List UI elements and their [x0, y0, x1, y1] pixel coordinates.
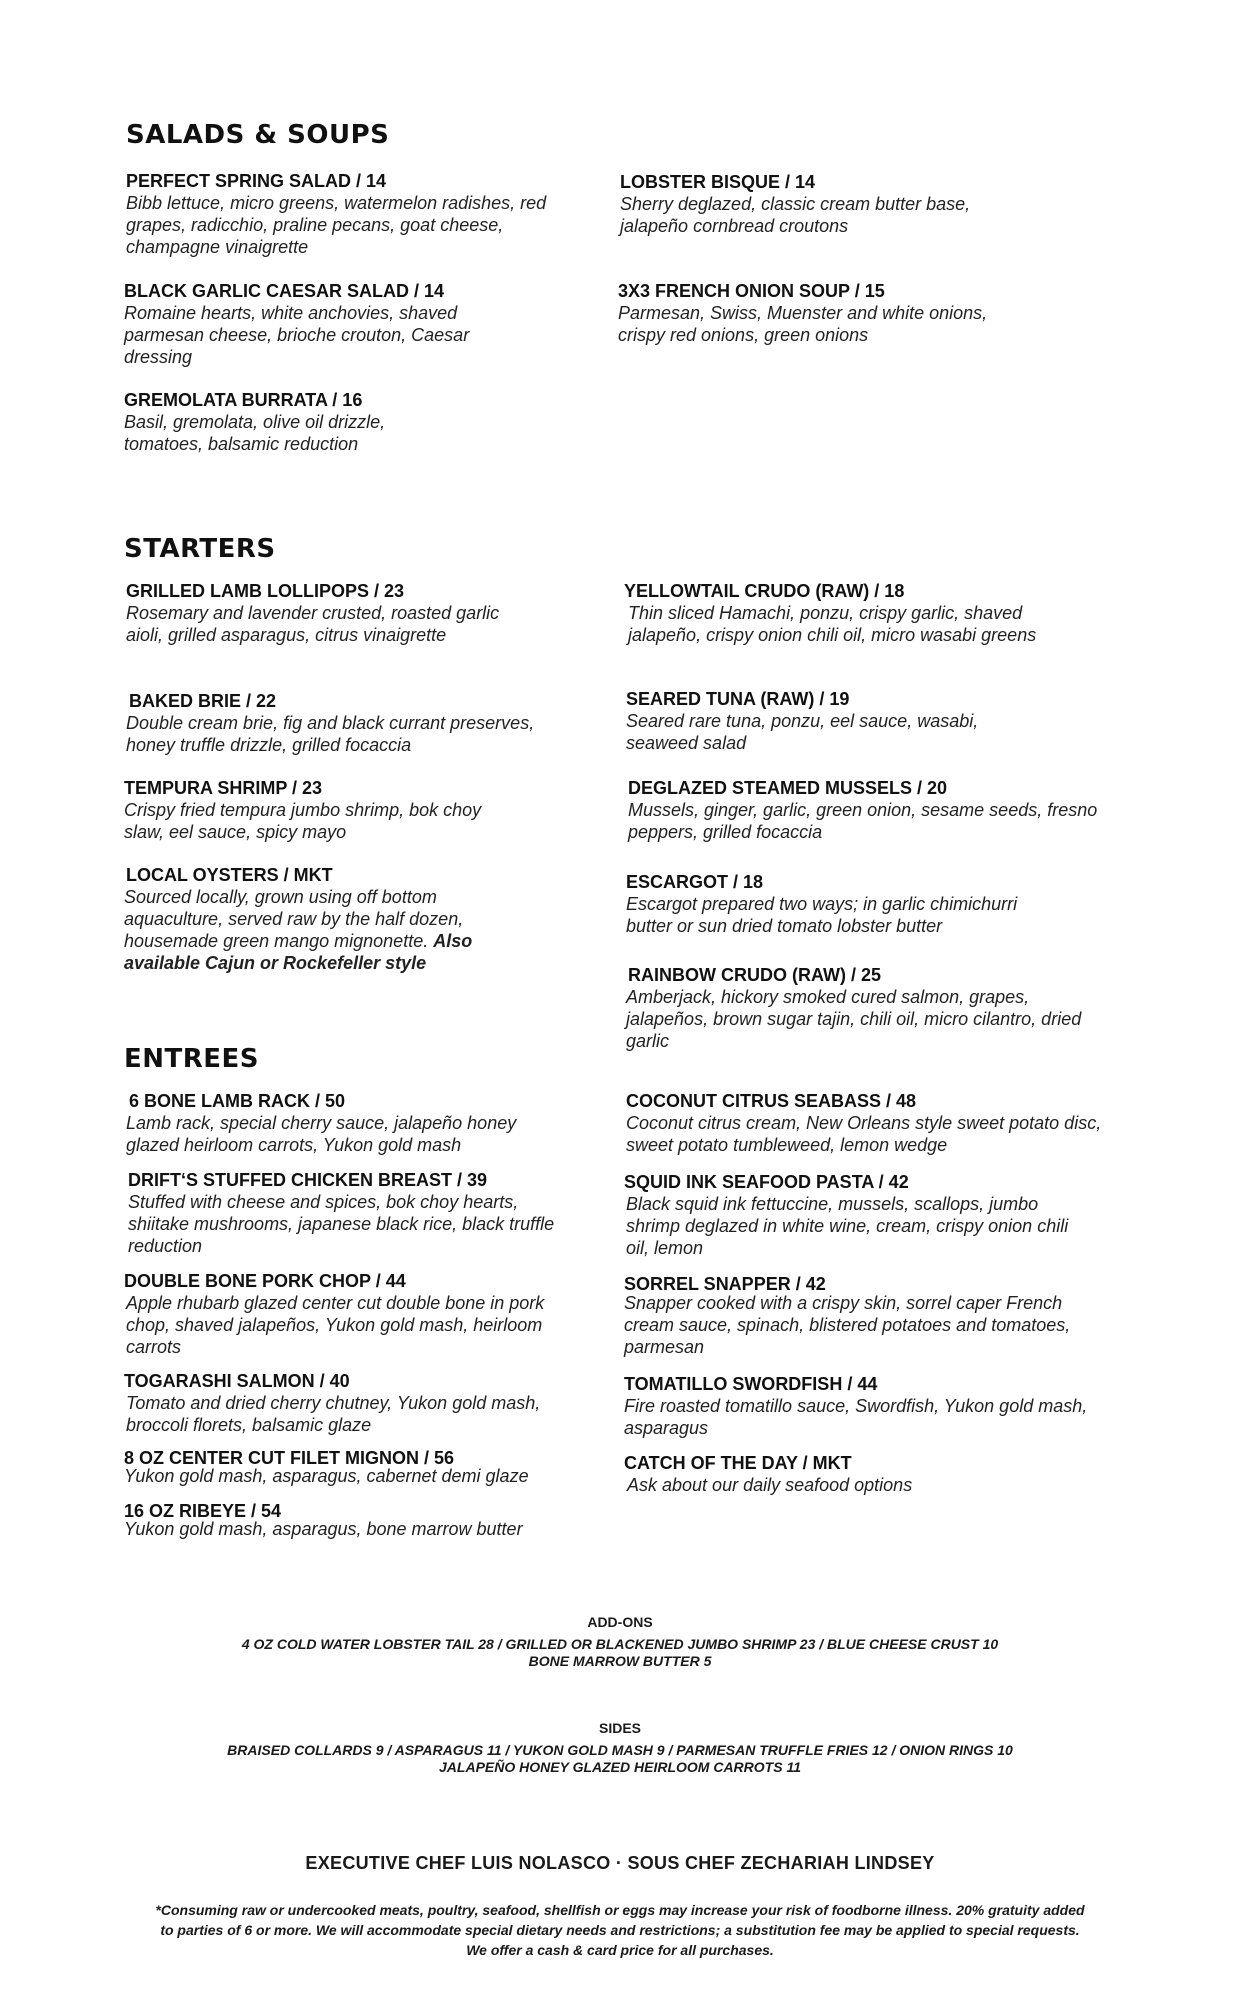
item-name: TEMPURA SHRIMP / 23 [124, 778, 323, 798]
item-name: DOUBLE BONE PORK CHOP / 44 [124, 1271, 406, 1291]
item-description: Snapper cooked with a crispy skin, sorrel caper French cream sauce, spinach, blistered potatoes and tomatoes, parmesan [624, 1293, 1071, 1357]
menu-item-yellowtail-crudo [624, 580, 1064, 646]
item-description: Sherry deglazed, classic cream butter base, jalapeño cornbread croutons [620, 194, 971, 236]
item-description: Yukon gold mash, asparagus, bone marrow butter [124, 1519, 523, 1539]
footnote-line: *Consuming raw or undercooked meats, poultry, seafood, shellfish or eggs may increase your risk of foodborne illness. 20% gratuity added [155, 1902, 1085, 1918]
footnote-line: to parties of 6 or more. We will accommodate special dietary needs and restrictions; a substitution fee may be applied to special requests. [160, 1922, 1080, 1938]
sides-title: SIDES [598, 1720, 641, 1736]
item-name: TOMATILLO SWORDFISH / 44 [624, 1374, 878, 1394]
item-description-text: Sourced locally, grown using off bottom aquaculture, served raw by the half dozen, housemade green mango mignonette. [124, 887, 464, 951]
section-title-entrees: ENTREES [124, 1044, 260, 1074]
item-description: Seared rare tuna, ponzu, eel sauce, wasabi, seaweed salad [626, 711, 979, 753]
menu-item-gremolata-burrata [124, 389, 454, 455]
sides-line: JALAPEÑO HONEY GLAZED HEIRLOOM CARROTS 11 [439, 1759, 801, 1775]
menu-item-seared-tuna [626, 688, 1046, 754]
menu-item-togarashi-salmon [124, 1370, 544, 1436]
menu-item-pork-chop [124, 1270, 564, 1358]
item-name: BAKED BRIE / 22 [129, 691, 277, 711]
item-name: BLACK GARLIC CAESAR SALAD / 14 [124, 281, 445, 301]
sides-section [0, 1720, 1240, 1776]
item-description-note: Also available Cajun or Rockefeller style [124, 931, 473, 973]
menu-item-coconut-citrus-seabass [626, 1090, 1106, 1156]
item-description: Double cream brie, fig and black currant preserves, honey truffle drizzle, grilled focaccia [126, 713, 535, 755]
item-name: 8 OZ CENTER CUT FILET MIGNON / 56 [124, 1448, 455, 1468]
item-name: COCONUT CITRUS SEABASS / 48 [626, 1091, 917, 1111]
menu-item-baked-brie [126, 690, 586, 756]
item-description: Crispy fried tempura jumbo shrimp, bok choy slaw, eel sauce, spicy mayo [124, 800, 482, 842]
menu-item-lobster-bisque [620, 171, 1040, 237]
addons-section [0, 1614, 1240, 1670]
item-name: PERFECT SPRING SALAD / 14 [126, 171, 387, 191]
item-description: Basil, gremolata, olive oil drizzle, tomatoes, balsamic reduction [124, 412, 386, 454]
item-name: ESCARGOT / 18 [626, 872, 764, 892]
item-description: Rosemary and lavender crusted, roasted garlic aioli, grilled asparagus, citrus vinaigrette [126, 603, 500, 645]
menu-item-sorrel-snapper [624, 1273, 1074, 1358]
item-description: Bibb lettuce, micro greens, watermelon radishes, red grapes, radicchio, praline pecans, goat cheese, champagne vinaigrette [126, 193, 547, 257]
item-name: YELLOWTAIL CRUDO (RAW) / 18 [624, 581, 905, 601]
item-description: Escargot prepared two ways; in garlic chimichurri butter or sun dried tomato lobster butter [626, 894, 1018, 936]
item-name: RAINBOW CRUDO (RAW) / 25 [628, 965, 881, 985]
addons-line: BONE MARROW BUTTER 5 [528, 1653, 712, 1669]
menu-item-tomatillo-swordfish [624, 1373, 1094, 1439]
sides-line: BRAISED COLLARDS 9 / ASPARAGUS 11 / YUKON GOLD MASH 9 / PARMESAN TRUFFLE FRIES 12 / ONION RINGS 10 [227, 1742, 1013, 1758]
item-description: Black squid ink fettuccine, mussels, scallops, jumbo shrimp deglazed in white wine, cream, crispy onion chili oil, lemon [626, 1194, 1069, 1258]
menu-item-catch-of-the-day [624, 1452, 1044, 1496]
item-description: Yukon gold mash, asparagus, cabernet demi glaze [124, 1466, 529, 1486]
menu-item-filet-mignon [124, 1447, 604, 1487]
menu-item-tempura-shrimp [124, 777, 524, 843]
disclaimer-footnote [0, 1900, 1240, 1960]
item-name: SEARED TUNA (RAW) / 19 [626, 689, 850, 709]
menu-item-black-garlic-caesar [124, 280, 514, 368]
item-description: Mussels, ginger, garlic, green onion, sesame seeds, fresno peppers, grilled focaccia [628, 800, 1098, 842]
menu-item-ribeye [124, 1500, 604, 1540]
item-description: Lamb rack, special cherry sauce, jalapeño honey glazed heirloom carrots, Yukon gold mash [126, 1113, 517, 1155]
menu-item-rainbow-crudo [626, 964, 1086, 1052]
item-name: 16 OZ RIBEYE / 54 [124, 1501, 282, 1521]
item-description: Stuffed with cheese and spices, bok choy hearts, shiitake mushrooms, japanese black rice, black truffle reduction [128, 1192, 555, 1256]
menu-item-grilled-lamb-lollipops [126, 580, 506, 646]
item-name: 3X3 FRENCH ONION SOUP / 15 [618, 281, 885, 301]
item-name: LOCAL OYSTERS / MKT [126, 865, 333, 885]
item-name: SQUID INK SEAFOOD PASTA / 42 [624, 1172, 909, 1192]
item-description: Amberjack, hickory smoked cured salmon, grapes, jalapeños, brown sugar tajin, chili oil, micro cilantro, dried garlic [626, 987, 1082, 1051]
item-description: Fire roasted tomatillo sauce, Swordfish, Yukon gold mash, asparagus [624, 1396, 1088, 1438]
menu-item-local-oysters [124, 864, 524, 974]
item-description: Ask about our daily seafood options [627, 1475, 913, 1495]
item-description: Romaine hearts, white anchovies, shaved parmesan cheese, brioche crouton, Caesar dressing [124, 303, 470, 367]
item-name: TOGARASHI SALMON / 40 [124, 1371, 350, 1391]
menu-item-stuffed-chicken-breast [128, 1169, 578, 1257]
menu-item-deglazed-steamed-mussels [628, 777, 1098, 843]
addons-line: 4 OZ COLD WATER LOBSTER TAIL 28 / GRILLED OR BLACKENED JUMBO SHRIMP 23 / BLUE CHEESE CRUST 10 [241, 1636, 999, 1652]
menu-item-perfect-spring-salad [126, 170, 586, 258]
section-title-starters: STARTERS [124, 534, 276, 564]
item-name: LOBSTER BISQUE / 14 [620, 172, 816, 192]
menu-item-escargot [626, 871, 1066, 937]
chef-credits: EXECUTIVE CHEF LUIS NOLASCO · SOUS CHEF ZECHARIAH LINDSEY [305, 1853, 935, 1873]
item-description: Apple rhubarb glazed center cut double bone in pork chop, shaved jalapeños, Yukon gold mash, heirloom carrots [126, 1293, 545, 1357]
item-description: Coconut citrus cream, New Orleans style sweet potato disc, sweet potato tumbleweed, lemon wedge [626, 1113, 1102, 1155]
menu-item-squid-ink-pasta [624, 1171, 1094, 1259]
item-description [124, 886, 524, 974]
item-name: CATCH OF THE DAY / MKT [624, 1453, 852, 1473]
item-name: 6 BONE LAMB RACK / 50 [129, 1091, 346, 1111]
item-name: GRILLED LAMB LOLLIPOPS / 23 [126, 581, 405, 601]
addons-title: ADD-ONS [587, 1614, 653, 1630]
item-description: Parmesan, Swiss, Muenster and white onions, crispy red onions, green onions [618, 303, 988, 345]
footnote-line: We offer a cash & card price for all purchases. [466, 1942, 774, 1958]
item-description: Thin sliced Hamachi, ponzu, crispy garlic, shaved jalapeño, crispy onion chili oil, micro wasabi greens [628, 603, 1037, 645]
item-description: Tomato and dried cherry chutney, Yukon gold mash, broccoli florets, balsamic glaze [126, 1393, 541, 1435]
item-name: DEGLAZED STEAMED MUSSELS / 20 [628, 778, 948, 798]
menu-item-french-onion-soup [618, 280, 1018, 346]
menu-item-lamb-rack [126, 1090, 566, 1156]
item-name: SORREL SNAPPER / 42 [624, 1274, 826, 1294]
item-name: GREMOLATA BURRATA / 16 [124, 390, 363, 410]
section-title-salads-soups: SALADS & SOUPS [126, 120, 390, 150]
item-name: DRIFT‘S STUFFED CHICKEN BREAST / 39 [128, 1170, 488, 1190]
